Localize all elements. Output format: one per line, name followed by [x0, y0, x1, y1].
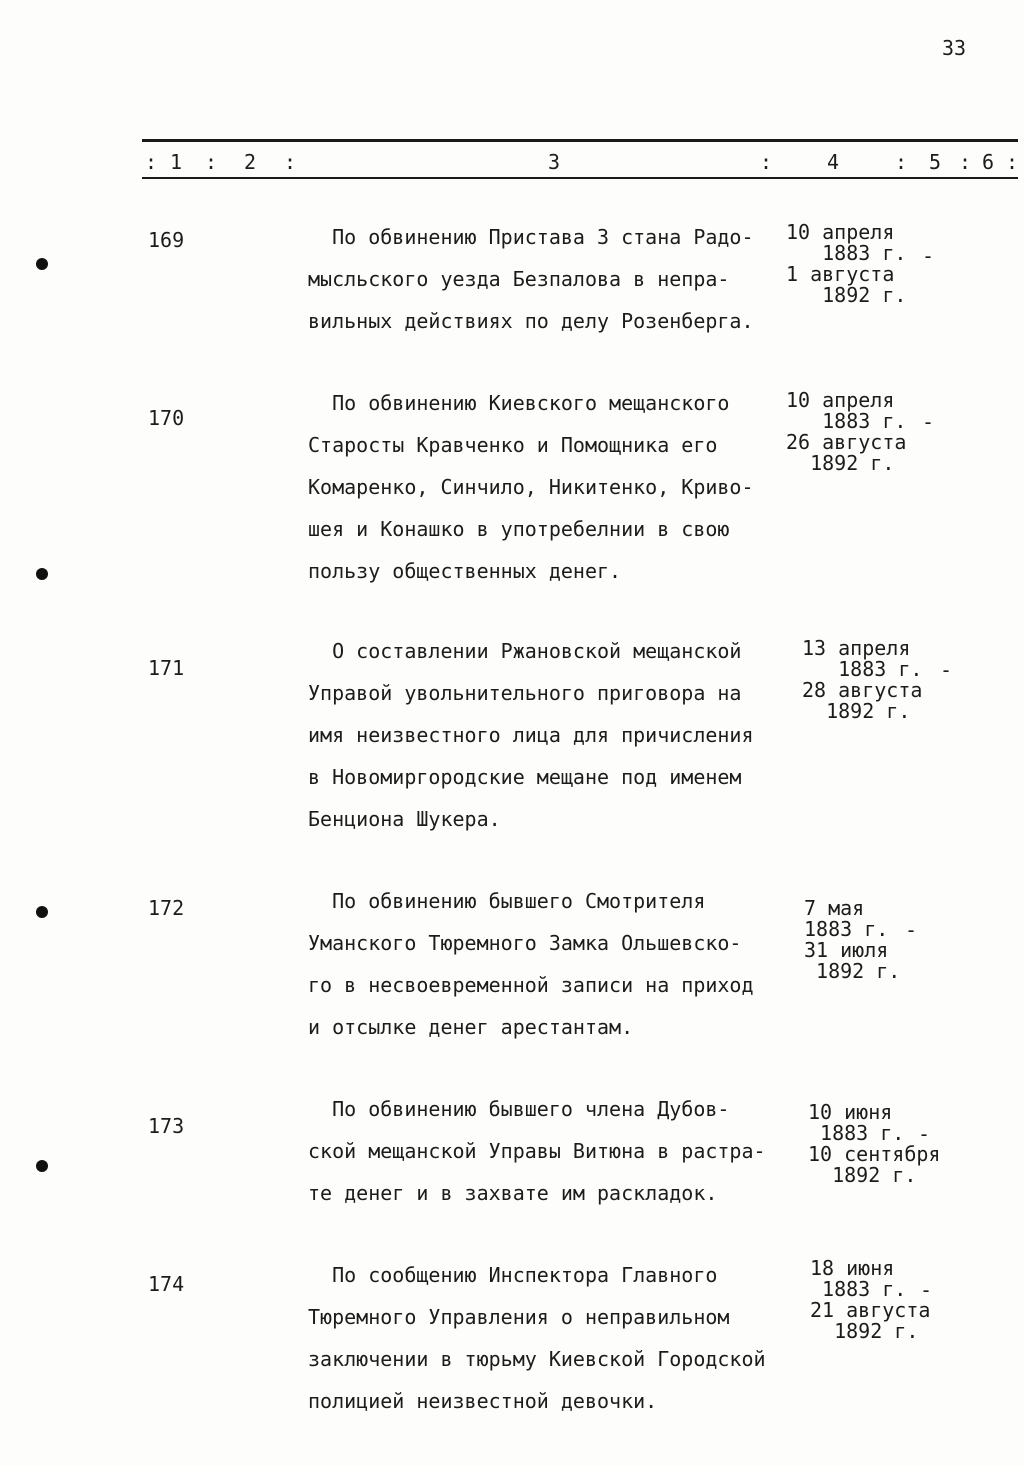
- description-line: те денег и в захвате им раскладок.: [308, 1181, 718, 1205]
- description-line: го в несвоевременной записи на приход: [308, 973, 754, 997]
- entry-description: [308, 1088, 808, 1214]
- entry-dates: [802, 638, 922, 722]
- description-line: Уманского Тюремного Замка Ольшевско-: [308, 931, 742, 955]
- date-start: 18 июня: [810, 1256, 895, 1280]
- description-line: По обвинению Киевского мещанского: [308, 391, 730, 415]
- description-line: ской мещанской Управы Витюна в растра-: [308, 1139, 766, 1163]
- description-line: пользу общественных денег.: [308, 559, 622, 583]
- header-sep: :: [895, 150, 908, 174]
- header-col-6: 6: [982, 150, 995, 174]
- description-line: шея и Конашко в употребелнии в свою: [308, 517, 730, 541]
- punch-hole-mark: [36, 568, 48, 580]
- punch-hole-mark: [36, 906, 48, 918]
- description-line: Управой увольнительного приговора на: [308, 681, 742, 705]
- header-col-5: 5: [929, 150, 942, 174]
- date-start: 10 апреля: [786, 388, 895, 412]
- date-end-year: 1892 г.: [808, 1163, 917, 1187]
- entry-number: 169: [148, 228, 185, 252]
- punch-hole-mark: [36, 1160, 48, 1172]
- entry-dates: [810, 1256, 933, 1343]
- description-line: заключении в тюрьму Киевской Городской: [308, 1347, 766, 1371]
- date-start-year: 1883 г.: [808, 1121, 905, 1145]
- entry-number: 170: [148, 406, 185, 430]
- date-end: 28 августа: [802, 678, 923, 702]
- date-range-dash: -: [918, 1122, 931, 1146]
- date-range-dash: -: [920, 1278, 933, 1302]
- date-start-year: 1883 г.: [786, 409, 907, 433]
- date-start-year: 1883 г.: [804, 917, 889, 941]
- description-line: По обвинению бывшего члена Дубов-: [308, 1097, 730, 1121]
- header-rule-top: [142, 139, 1018, 142]
- header-sep: :: [959, 150, 972, 174]
- date-start: 7 мая: [804, 896, 865, 920]
- entry-dates: [786, 390, 906, 474]
- entry-description: [308, 1254, 808, 1422]
- header-col-2: 2: [244, 150, 257, 174]
- date-end: 21 августа: [810, 1298, 931, 1322]
- header-col-1: 1: [170, 150, 183, 174]
- description-line: Тюремного Управления о неправильном: [308, 1305, 730, 1329]
- date-end-year: 1892 г.: [786, 283, 907, 307]
- header-sep: :: [284, 150, 297, 174]
- date-range-dash: -: [922, 244, 935, 268]
- date-range-dash: -: [940, 658, 953, 682]
- date-range-dash: -: [922, 410, 935, 434]
- entry-dates: [786, 222, 906, 306]
- description-line: в Новомиргородские мещане под именем: [308, 765, 742, 789]
- date-start: 10 июня: [808, 1100, 893, 1124]
- header-rule-bottom: [142, 177, 1018, 179]
- description-line: вильных действиях по делу Розенберга.: [308, 309, 754, 333]
- punch-hole-mark: [36, 258, 48, 270]
- page-number: 33: [942, 36, 967, 60]
- date-end: 10 сентября: [808, 1142, 941, 1166]
- date-end: 31 июля: [804, 938, 889, 962]
- entry-number: 174: [148, 1272, 185, 1296]
- description-line: имя неизвестного лица для причисления: [308, 723, 754, 747]
- description-line: и отсылке денег арестантам.: [308, 1015, 634, 1039]
- header-col-4: 4: [827, 150, 840, 174]
- description-line: Комаренко, Синчило, Никитенко, Криво-: [308, 475, 754, 499]
- date-end-year: 1892 г.: [810, 1319, 919, 1343]
- entry-number: 171: [148, 656, 185, 680]
- header-sep: :: [145, 150, 158, 174]
- entry-number: 172: [148, 896, 185, 920]
- description-line: мысльского уезда Безпалова в непра-: [308, 267, 730, 291]
- entry-description: [308, 630, 808, 840]
- header-sep: :: [760, 150, 773, 174]
- description-line: Бенциона Шукера.: [308, 807, 501, 831]
- description-line: По сообщению Инспектора Главного: [308, 1263, 718, 1287]
- header-sep: :: [205, 150, 218, 174]
- header-sep: :: [1006, 150, 1019, 174]
- date-end-year: 1892 г.: [802, 699, 911, 723]
- entry-dates: [804, 898, 900, 982]
- entry-description: [308, 880, 808, 1048]
- entry-description: [308, 216, 808, 342]
- description-line: Старосты Кравченко и Помощника его: [308, 433, 718, 457]
- header-col-3: 3: [548, 150, 561, 174]
- date-start-year: 1883 г.: [802, 657, 923, 681]
- date-end-year: 1892 г.: [786, 451, 895, 475]
- date-range-dash: -: [905, 918, 918, 942]
- description-line: По обвинению Пристава 3 стана Радо-: [308, 225, 754, 249]
- date-end: 1 августа: [786, 262, 895, 286]
- entry-description: [308, 382, 808, 592]
- date-start-year: 1883 г.: [786, 241, 907, 265]
- description-line: О составлении Ржановской мещанской: [308, 639, 742, 663]
- entry-number: 173: [148, 1114, 185, 1138]
- description-line: По обвинению бывшего Смотрителя: [308, 889, 706, 913]
- date-start: 10 апреля: [786, 220, 895, 244]
- date-start: 13 апреля: [802, 636, 911, 660]
- date-end: 26 августа: [786, 430, 907, 454]
- date-start-year: 1883 г.: [810, 1277, 907, 1301]
- date-end-year: 1892 г.: [804, 959, 901, 983]
- description-line: полицией неизвестной девочки.: [308, 1389, 658, 1413]
